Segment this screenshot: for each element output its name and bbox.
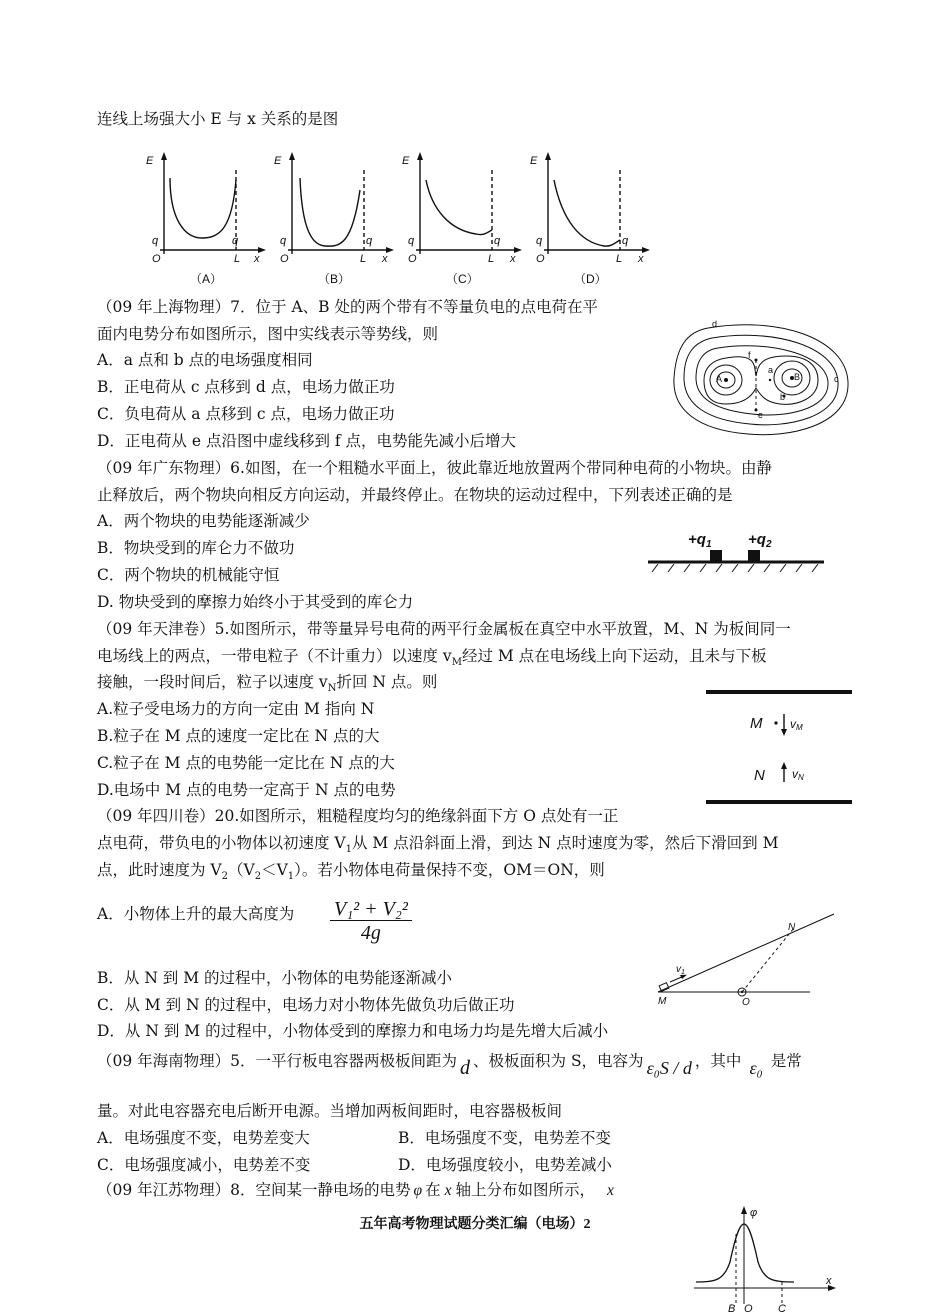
graph-label-c: （C） xyxy=(446,272,479,286)
svg-text:x: x xyxy=(382,253,388,265)
option-b: B．物块受到的库仑力不做功 xyxy=(97,539,295,557)
text-line: 电场线上的两点，一带电粒子（不计重力）以速度 $v_M$经过 M 点在电场线上向下运动，且未与下板 xyxy=(97,647,767,669)
svg-text:x: x xyxy=(510,253,516,265)
option-a: A.粒子受电场力的方向一定由 M 指向 N xyxy=(97,700,375,718)
text-line: 点，此时速度为 $V_2(V_2<V_1)$。若小物体电荷量保持不变，OM＝ON，则 xyxy=(97,861,605,883)
svg-text:O: O xyxy=(742,997,750,1008)
svg-text:B: B xyxy=(794,372,801,382)
option-d: D.电场中 M 点的电势一定高于 N 点的电势 xyxy=(97,781,396,799)
text-line: 连线上场强大小 E 与 x 关系的是图 xyxy=(97,110,339,128)
height-fraction: $\frac{\text{V₁² + V₂²}}{4g}$ xyxy=(330,898,412,945)
svg-text:E: E xyxy=(402,155,410,167)
svg-text:e: e xyxy=(758,410,764,420)
svg-text:O: O xyxy=(744,1303,753,1314)
svg-text:q: q xyxy=(280,235,287,247)
svg-text:vM: vM xyxy=(790,717,803,732)
text-line: （09 年广东物理）6.如图，在一个粗糙水平面上，彼此靠近地放置两个带同种电荷的小物块。由静 xyxy=(97,459,772,477)
option-b: B．正电荷从 c 点移到 d 点，电场力做正功 xyxy=(97,378,395,396)
svg-text:f: f xyxy=(748,350,751,360)
option-b: B.粒子在 M 点的速度一定比在 N 点的大 xyxy=(97,727,380,745)
svg-text:N: N xyxy=(788,922,796,933)
text-line: 止释放后，两个物块向相反方向运动，并最终停止。在物块的运动过程中，下列表述正确的是 xyxy=(97,486,733,504)
charged-blocks-figure xyxy=(644,526,828,576)
option-d: D．从 N 到 M 的过程中，小物体受到的摩擦力和电场力均是先增大后减小 xyxy=(97,1022,609,1040)
svg-text:C: C xyxy=(778,1303,786,1314)
svg-text:q: q xyxy=(622,235,629,247)
option-c: C．电场强度减小，电势差不变 xyxy=(97,1156,311,1174)
svg-text:E: E xyxy=(530,155,538,167)
option-b: B．从 N 到 M 的过程中，小物体的电势能逐渐减小 xyxy=(97,969,453,987)
svg-text:+q2: $+q_2$ xyxy=(748,531,772,550)
svg-text:φ: φ xyxy=(750,1207,758,1219)
text-line: 点电荷，带负电的小物体以初速度 $V_1$从 M 点沿斜面上滑，到达 N 点时速度为零，然后下滑回到 M xyxy=(97,834,779,856)
svg-text:x: x xyxy=(638,253,644,265)
option-d: D. 物块受到的摩擦力始终小于其受到的库仑力 xyxy=(97,593,414,611)
equipotential-figure xyxy=(668,318,854,442)
svg-text:q: q xyxy=(366,235,373,247)
option-a: A．a 点和 b 点的电场强度相同 xyxy=(97,351,313,369)
svg-text:O: O xyxy=(408,253,417,265)
axis-label: E xyxy=(146,155,154,167)
svg-text:b: b xyxy=(780,392,786,402)
svg-text:q: q xyxy=(232,235,239,247)
text-line: 接触，一段时间后，粒子以速度 $v_N$折回 N 点。则 xyxy=(97,673,438,695)
svg-text:q: q xyxy=(494,235,501,247)
parallel-plates-figure xyxy=(706,686,854,806)
svg-text:v1: $v_1$ xyxy=(676,964,685,976)
graph-label-a: （A） xyxy=(190,272,223,286)
svg-text:N: N xyxy=(754,767,765,784)
svg-text:q: q xyxy=(536,235,543,247)
option-a: A．电场强度不变，电势差变大 xyxy=(97,1129,310,1147)
svg-text:d: d xyxy=(712,319,718,329)
text-line: 面内电势分布如图所示，图中实线表示等势线，则 xyxy=(97,325,439,343)
text-line: （09 年四川卷）20.如图所示，粗糙程度均匀的绝缘斜面下方 O 点处有一正 xyxy=(97,807,619,825)
graph-label-b: （B） xyxy=(318,272,351,286)
svg-text:x: x xyxy=(826,1275,832,1287)
svg-text:O: O xyxy=(152,253,161,265)
svg-text:E: E xyxy=(274,155,282,167)
option-a: A．两个物块的电势能逐渐减少 xyxy=(97,512,310,530)
option-c: C．从 M 到 N 的过程中，电场力对小物体先做负功后做正功 xyxy=(97,996,515,1014)
option-a: A．小物体上升的最大高度为 xyxy=(97,905,295,923)
option-b: B．电场强度不变，电势差不变 xyxy=(398,1129,611,1147)
svg-text:+q1: $+q_1$ xyxy=(688,531,712,550)
svg-text:O: O xyxy=(280,253,289,265)
svg-text:B: B xyxy=(728,1303,736,1314)
text-line: （09 年江苏物理）8．空间某一静电场的电势 φ 在 x 轴上分布如图所示， x xyxy=(97,1181,614,1199)
svg-text:L: L xyxy=(488,253,495,265)
text-line: （09 年上海物理）7．位于 A、B 处的两个带有不等量负电的点电荷在平 xyxy=(97,298,598,316)
svg-text:vN: vN xyxy=(792,767,804,782)
svg-text:q: q xyxy=(152,235,159,247)
e-x-graphs-figure xyxy=(140,150,660,290)
svg-text:A: A xyxy=(716,374,723,384)
svg-text:L: L xyxy=(234,253,241,265)
option-c: C．负电荷从 a 点移到 c 点，电场力做正功 xyxy=(97,405,395,423)
text-line: （09 年海南物理）5．一平行板电容器两极板间距为 d 、极板面积为 S，电容为 ε₀S / d ，其中 ε₀ 是常 xyxy=(97,1052,802,1079)
text-line: （09 年天津卷）5.如图所示，带等量异号电荷的两平行金属板在真空中水平放置，M、N 为板间同一 xyxy=(97,620,791,638)
option-d: D．电场强度较小，电势差减小 xyxy=(398,1156,612,1174)
svg-text:M: M xyxy=(750,715,763,732)
page-footer: 五年高考物理试题分类汇编（电场）2 xyxy=(359,1217,591,1232)
svg-text:q: q xyxy=(408,235,415,247)
graph-label-d: （D） xyxy=(574,272,607,286)
svg-text:L: L xyxy=(360,253,367,265)
svg-text:c: c xyxy=(834,374,839,384)
incline-figure xyxy=(654,910,838,1010)
option-c: C.粒子在 M 点的电势能一定比在 N 点的大 xyxy=(97,754,395,772)
option-c: C．两个物块的机械能守恒 xyxy=(97,566,280,584)
option-d: D．正电荷从 e 点沿图中虚线移到 f 点，电势能先减小后增大 xyxy=(97,432,517,450)
svg-text:M: M xyxy=(658,996,667,1007)
svg-text:a: a xyxy=(768,365,774,375)
text-line: 量。对此电容器充电后断开电源。当增加两板间距时，电容器极板间 xyxy=(97,1102,563,1120)
svg-text:x: x xyxy=(254,253,260,265)
svg-text:O: O xyxy=(536,253,545,265)
svg-text:L: L xyxy=(616,253,623,265)
potential-figure xyxy=(690,1204,840,1314)
